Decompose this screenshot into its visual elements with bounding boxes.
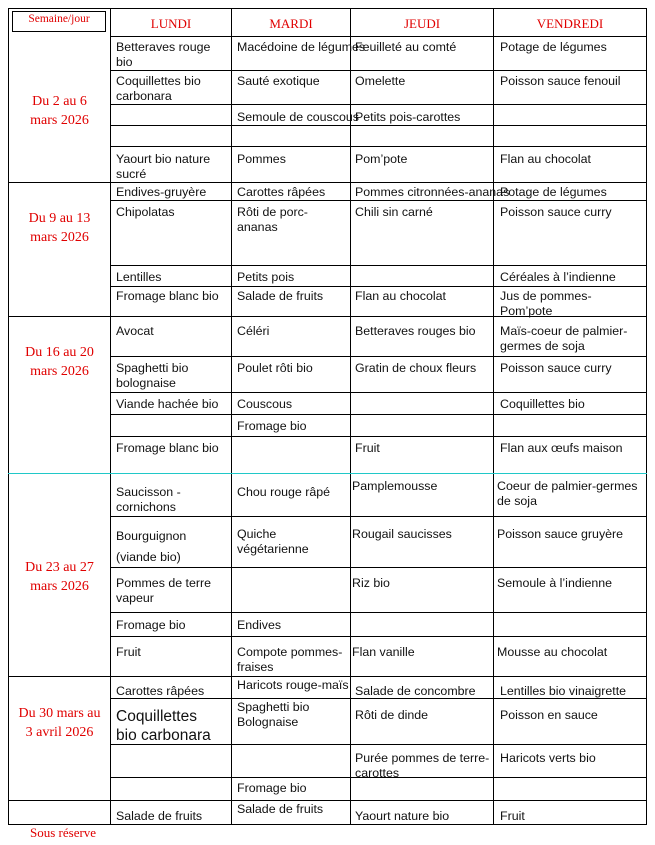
week-label-5: Du 30 mars au 3 avril 2026: [18, 706, 101, 740]
week-sep-5: [8, 800, 647, 801]
row-line: [110, 516, 647, 517]
row-line: [110, 286, 647, 287]
menu-cell: Saucisson - cornichons: [116, 485, 181, 514]
menu-cell: Carottes râpées: [116, 684, 205, 698]
menu-cell: Coeur de palmier-germes de soja: [497, 479, 638, 508]
menu-cell: Semoule de couscous: [237, 110, 359, 124]
menu-cell: Betteraves rouge bio: [116, 40, 211, 69]
menu-cell: Viande hachée bio: [116, 397, 219, 411]
menu-cell: Coquillettes bio: [500, 397, 585, 411]
day-header-mardi: MARDI: [269, 16, 313, 31]
row-line: [110, 200, 647, 201]
menu-cell: Carottes râpées: [237, 185, 326, 199]
menu-cell: Compote pommes- fraises: [237, 645, 343, 674]
menu-cell: Lentilles bio vinaigrette: [500, 684, 627, 698]
menu-cell: Pamplemousse: [352, 479, 438, 493]
menu-cell: Quiche végétarienne: [237, 527, 309, 556]
menu-cell: Fruit: [500, 809, 525, 823]
menu-cell: Haricots rouge-maïs: [237, 678, 349, 692]
week-sep-4: [8, 676, 647, 677]
week-sep-3: [8, 473, 647, 474]
menu-cell: Macédoine de légumes: [237, 40, 366, 54]
row-line: [110, 104, 647, 105]
col-line-4: [493, 8, 494, 824]
menu-cell: Endives-gruyère: [116, 185, 207, 199]
row-line: [110, 265, 647, 266]
menu-cell: Céréales à l’indienne: [500, 270, 616, 284]
menu-cell: Poisson sauce gruyère: [497, 527, 624, 541]
menu-cell: Spaghetti bio Bolognaise: [237, 700, 310, 729]
menu-cell: Fromage bio: [237, 781, 307, 795]
day-header-lundi: LUNDI: [150, 16, 192, 31]
menu-cell: Pommes citronnées-ananas: [355, 185, 510, 199]
header-rule: [110, 36, 647, 37]
row-line: [110, 636, 647, 637]
row-line: [110, 392, 647, 393]
corner-box-right: [105, 11, 106, 32]
table-border-top: [8, 8, 647, 9]
menu-cell: Lentilles: [116, 270, 162, 284]
menu-cell: Chili sin carné: [355, 205, 433, 219]
menu-cell: Flan au chocolat: [355, 289, 446, 303]
menu-cell: Rôti de dinde: [355, 708, 429, 722]
menu-cell: Petits pois-carottes: [355, 110, 461, 124]
menu-cell: Bourguignon (viande bio): [116, 529, 187, 564]
menu-cell: Mousse au chocolat: [497, 645, 608, 659]
menu-cell: Avocat: [116, 324, 154, 338]
menu-cell: Fromage blanc bio: [116, 441, 219, 455]
menu-cell: Poulet rôti bio: [237, 361, 313, 375]
col-line-2: [231, 8, 232, 824]
corner-box-bottom: [12, 31, 106, 32]
menu-cell: Salade de fruits: [237, 802, 324, 816]
corner-box-top: [12, 11, 105, 12]
menu-cell: Fromage bio: [237, 419, 307, 433]
menu-cell: Fromage blanc bio: [116, 289, 219, 303]
week-label-3: Du 16 au 20 mars 2026: [25, 345, 94, 379]
week-label-2: Du 9 au 13 mars 2026: [28, 211, 91, 245]
menu-cell: Chou rouge râpé: [237, 485, 330, 499]
menu-cell: Fromage bio: [116, 618, 186, 632]
day-header-vendredi: VENDREDI: [536, 16, 604, 31]
row-line: [110, 146, 647, 147]
menu-cell: Haricots verts bio: [500, 751, 596, 765]
menu-cell: Chipolatas: [116, 205, 175, 219]
menu-cell: Rougail saucisses: [352, 527, 452, 541]
menu-cell: Flan aux œufs maison: [500, 441, 623, 455]
menu-cell: Fruit: [116, 645, 141, 659]
menu-cell: Salade de concombre: [355, 684, 476, 698]
menu-cell: Riz bio: [352, 576, 390, 590]
menu-cell: Poisson sauce fenouil: [500, 74, 621, 88]
menu-cell: Potage de légumes: [500, 40, 607, 54]
menu-cell: Poisson en sauce: [500, 708, 598, 722]
menu-cell: Salade de fruits: [237, 289, 324, 303]
col-line-3: [350, 8, 351, 824]
menu-cell: Salade de fruits: [116, 809, 203, 823]
menu-cell: Céléri: [237, 324, 270, 338]
menu-cell: Rôti de porc- ananas: [237, 205, 308, 234]
menu-cell: Pommes: [237, 152, 286, 166]
menu-cell: Fruit: [355, 441, 380, 455]
menu-cell: Potage de légumes: [500, 185, 607, 199]
menu-cell: Petits pois: [237, 270, 295, 284]
menu-cell: Omelette: [355, 74, 406, 88]
col-line-1: [110, 8, 111, 824]
menu-cell: Feuilleté au comté: [355, 40, 457, 54]
menu-cell: Maïs-coeur de palmier- germes de soja: [500, 324, 628, 353]
menu-cell: Flan vanille: [352, 645, 415, 659]
row-line: [110, 436, 647, 437]
menu-cell: Gratin de choux fleurs: [355, 361, 477, 375]
menu-cell: Semoule à l’indienne: [497, 576, 613, 590]
footer-note: Sous réserve: [30, 825, 97, 840]
table-border-right: [646, 8, 647, 824]
menu-cell: Pommes de terre vapeur: [116, 576, 212, 605]
menu-cell: Poisson sauce curry: [500, 361, 612, 375]
menu-cell: Flan au chocolat: [500, 152, 591, 166]
menu-cell: Spaghetti bio bolognaise: [116, 361, 189, 390]
row-line: [110, 612, 647, 613]
menu-cell: Purée pommes de terre- carottes: [355, 751, 490, 780]
menu-cell: Betteraves rouges bio: [355, 324, 476, 338]
menu-cell: Jus de pommes- Pom’pote: [500, 289, 592, 318]
corner-label: Semaine/jour: [28, 13, 90, 25]
menu-cell: Endives: [237, 618, 282, 632]
menu-cell: Couscous: [237, 397, 293, 411]
day-header-jeudi: JEUDI: [403, 16, 441, 31]
menu-cell: Sauté exotique: [237, 74, 320, 88]
week-label-1: Du 2 au 6 mars 2026: [30, 94, 89, 128]
week-label-4: Du 23 au 27 mars 2026: [25, 560, 94, 594]
row-line: [110, 567, 647, 568]
row-line: [110, 70, 647, 71]
row-line: [110, 356, 647, 357]
week-sep-1: [8, 182, 647, 183]
menu-cell: Poisson sauce curry: [500, 205, 612, 219]
menu-cell: Coquillettes bio carbonara: [116, 708, 211, 744]
menu-cell: Yaourt bio nature sucré: [116, 152, 211, 181]
row-line: [110, 125, 647, 126]
table-border-left: [8, 8, 9, 824]
menu-cell: Pom’pote: [355, 152, 408, 166]
menu-cell: Coquillettes bio carbonara: [116, 74, 201, 103]
row-line: [110, 414, 647, 415]
menu-cell: Yaourt nature bio: [355, 809, 450, 823]
